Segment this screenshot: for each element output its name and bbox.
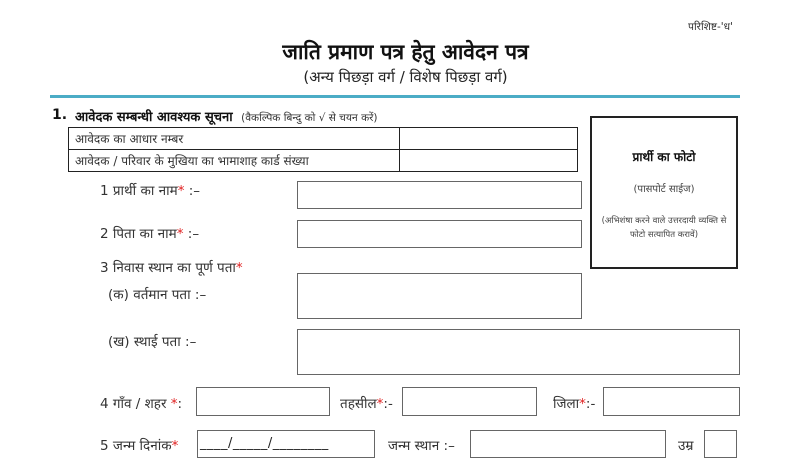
- village-city-label: [100, 394, 182, 412]
- birth-date-text: 5 जन्म दिनांक: [100, 438, 172, 454]
- village-city-text: 4 गाँव / शहर: [100, 396, 171, 412]
- birth-date-placeholder: ____/_____/________: [200, 436, 329, 451]
- district-text: जिला: [553, 396, 580, 412]
- annex-label: परिशिष्ट-'ध': [688, 21, 733, 33]
- label-separator: :–: [183, 226, 200, 242]
- table-row: [69, 128, 578, 150]
- header-divider: [50, 95, 740, 98]
- required-mark: *: [171, 438, 179, 454]
- district-input[interactable]: [603, 387, 740, 416]
- section-note: (वैकल्पिक बिन्दु को √ से चयन करें): [241, 112, 378, 124]
- father-name-label: [100, 224, 199, 242]
- tehsil-input[interactable]: [402, 387, 537, 416]
- birth-date-input[interactable]: [197, 430, 375, 458]
- label-separator: :–: [184, 183, 201, 199]
- applicant-name-input[interactable]: [297, 181, 582, 209]
- section-number: 1.: [52, 107, 68, 123]
- permanent-address-label: (ख) स्थाई पता :–: [108, 334, 197, 350]
- village-city-input[interactable]: [196, 387, 330, 416]
- photo-box[interactable]: [590, 116, 738, 269]
- tehsil-text: तहसील: [340, 396, 377, 412]
- father-name-text: 2 पिता का नाम: [100, 226, 177, 242]
- birth-date-label: [100, 436, 178, 454]
- required-mark: *: [235, 260, 243, 276]
- age-input[interactable]: [704, 430, 737, 458]
- required-mark: *: [170, 396, 178, 412]
- required-mark: *: [376, 396, 384, 412]
- bhamashah-input[interactable]: [400, 150, 578, 172]
- form-subtitle: (अन्य पिछड़ा वर्ग / विशेष पिछड़ा वर्ग): [303, 68, 508, 86]
- age-label: उम्र: [678, 438, 694, 454]
- father-name-input[interactable]: [297, 220, 582, 248]
- applicant-name-text: 1 प्रार्थी का नाम: [100, 183, 178, 199]
- required-mark: *: [176, 226, 184, 242]
- tehsil-label: [340, 394, 393, 412]
- photo-title: प्रार्थी का फोटो: [632, 150, 696, 164]
- current-address-label: (क) वर्तमान पता :–: [108, 287, 207, 303]
- aadhaar-input[interactable]: [400, 128, 578, 150]
- form-title: जाति प्रमाण पत्र हेतु आवेदन पत्र: [282, 40, 529, 64]
- applicant-name-label: [100, 181, 200, 199]
- id-table: [68, 127, 578, 172]
- current-address-input[interactable]: [297, 273, 582, 319]
- section-heading-text: आवेदक सम्बन्धी आवश्यक सूचना: [75, 110, 233, 125]
- label-separator: :-: [383, 396, 393, 412]
- district-label: [553, 394, 595, 412]
- birth-place-label: जन्म स्थान :–: [388, 438, 455, 454]
- residence-text: 3 निवास स्थान का पूर्ण पता: [100, 260, 236, 276]
- photo-size: (पासपोर्ट साईज): [633, 184, 695, 195]
- residence-label: [100, 258, 243, 276]
- aadhaar-label: आवेदक का आधार नम्बर: [69, 128, 400, 150]
- photo-note: (अभिशंषा करने वाले उत्तरदायी व्यक्ति से फोटो सत्यापित करावें): [601, 216, 727, 240]
- label-separator: :-: [585, 396, 596, 412]
- required-mark: *: [579, 396, 586, 412]
- bhamashah-label: आवेदक / परिवार के मुखिया का भामाशाह कार्ड संख्या: [69, 150, 400, 172]
- permanent-address-input[interactable]: [297, 329, 740, 375]
- required-mark: *: [177, 183, 185, 199]
- birth-place-input[interactable]: [470, 430, 666, 458]
- section-heading: [75, 107, 378, 125]
- table-row: [69, 150, 578, 172]
- label-separator: :: [177, 396, 183, 412]
